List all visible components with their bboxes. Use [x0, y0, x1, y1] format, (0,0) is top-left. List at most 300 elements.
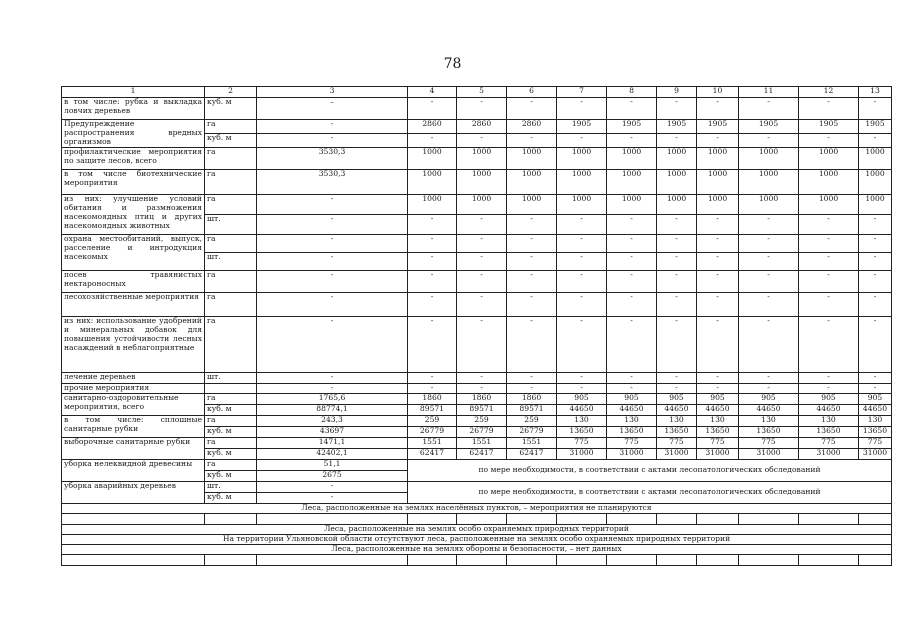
- value-cell: 905: [859, 393, 892, 404]
- value-cell: 89571: [457, 404, 507, 415]
- value-cell: 13650: [657, 426, 697, 437]
- value-cell: 1905: [657, 120, 697, 134]
- unit-cell: га: [205, 169, 257, 194]
- value-cell: -: [507, 98, 557, 120]
- value-cell: 13650: [607, 426, 657, 437]
- value-cell: 44650: [739, 404, 799, 415]
- value-cell: -: [257, 133, 408, 147]
- value-cell: -: [557, 252, 607, 270]
- empty-cell: [739, 554, 799, 565]
- header-cell: 12: [799, 87, 859, 98]
- measures-table: [61, 86, 892, 566]
- value-cell: 1000: [739, 147, 799, 169]
- value-cell: 1000: [859, 194, 892, 214]
- value-cell: 62417: [408, 448, 457, 459]
- value-cell: 1000: [557, 169, 607, 194]
- value-cell: 905: [607, 393, 657, 404]
- empty-cell: [62, 554, 205, 565]
- empty-cell: [408, 513, 457, 524]
- table-row: [62, 120, 892, 134]
- row-name: санитарно-оздоровительные мероприятия, всего: [62, 393, 205, 415]
- unit-cell: куб. м: [205, 492, 257, 503]
- row-name: в том числе биотехнические мероприятия: [62, 169, 205, 194]
- section-text: Леса, расположенные на землях особо охраняемых природных территорий: [62, 524, 892, 534]
- value-cell: 42402,1: [257, 448, 408, 459]
- unit-cell: куб. м: [205, 133, 257, 147]
- value-cell: -: [859, 316, 892, 372]
- row-name: из них: улучшение условий обитания и размножения насекомоядных птиц и других насекомоядных животных: [62, 194, 205, 234]
- table-row: [62, 234, 892, 252]
- value-cell: -: [557, 234, 607, 252]
- value-cell: -: [257, 292, 408, 316]
- value-cell: 1000: [697, 147, 739, 169]
- value-cell: –: [257, 98, 408, 120]
- value-cell: -: [557, 133, 607, 147]
- empty-row: [62, 513, 892, 524]
- value-cell: -: [607, 316, 657, 372]
- value-cell: -: [257, 120, 408, 134]
- value-cell: 26779: [457, 426, 507, 437]
- unit-cell: га: [205, 194, 257, 214]
- value-cell: -: [697, 316, 739, 372]
- header-cell: 9: [657, 87, 697, 98]
- value-cell: -: [799, 133, 859, 147]
- table-row: [62, 415, 892, 426]
- value-cell: 1000: [739, 194, 799, 214]
- value-cell: -: [657, 270, 697, 292]
- value-cell: -: [408, 234, 457, 252]
- value-cell: 1765,6: [257, 393, 408, 404]
- value-cell: 1000: [507, 147, 557, 169]
- value-cell: -: [607, 214, 657, 234]
- value-cell: 775: [657, 437, 697, 448]
- value-cell: -: [507, 234, 557, 252]
- value-cell: 44650: [859, 404, 892, 415]
- value-cell: -: [507, 270, 557, 292]
- table-row: [62, 481, 892, 492]
- value-cell: 1905: [557, 120, 607, 134]
- value-cell: -: [739, 214, 799, 234]
- value-cell: 13650: [739, 426, 799, 437]
- unit-cell: шт.: [205, 481, 257, 492]
- empty-cell: [799, 513, 859, 524]
- value-cell: -: [739, 252, 799, 270]
- value-cell: -: [607, 372, 657, 383]
- value-cell: 26779: [408, 426, 457, 437]
- unit-cell: [205, 383, 257, 393]
- value-cell: 1551: [408, 437, 457, 448]
- value-cell: 130: [657, 415, 697, 426]
- empty-cell: [507, 554, 557, 565]
- row-name: охрана местообитаний, выпуск, расселение и интродукция насекомых: [62, 234, 205, 270]
- value-cell: 44650: [607, 404, 657, 415]
- table-row: [62, 437, 892, 448]
- value-cell: 1000: [457, 169, 507, 194]
- empty-cell: [457, 554, 507, 565]
- value-cell: 1000: [607, 169, 657, 194]
- value-cell: -: [799, 270, 859, 292]
- empty-cell: [257, 513, 408, 524]
- value-cell: 1000: [799, 147, 859, 169]
- value-cell: 44650: [697, 404, 739, 415]
- value-cell: -: [657, 316, 697, 372]
- value-cell: -: [457, 292, 507, 316]
- note-cell: по мере необходимости, в соответствии с актами лесопатологических обследований: [408, 481, 892, 503]
- unit-cell: га: [205, 120, 257, 134]
- value-cell: 31000: [799, 448, 859, 459]
- value-cell: 1000: [507, 169, 557, 194]
- row-name: выборочные санитарные рубки: [62, 437, 205, 459]
- value-cell: 259: [457, 415, 507, 426]
- value-cell: 130: [557, 415, 607, 426]
- value-cell: -: [557, 214, 607, 234]
- unit-cell: куб. м: [205, 98, 257, 120]
- value-cell: 1905: [859, 120, 892, 134]
- value-cell: 3530,3: [257, 169, 408, 194]
- value-cell: 775: [739, 437, 799, 448]
- value-cell: 31000: [739, 448, 799, 459]
- value-cell: 1471,1: [257, 437, 408, 448]
- value-cell: 13650: [557, 426, 607, 437]
- table-row: [62, 194, 892, 214]
- value-cell: -: [859, 214, 892, 234]
- value-cell: -: [408, 214, 457, 234]
- section-row: [62, 524, 892, 534]
- value-cell: 1000: [408, 194, 457, 214]
- value-cell: -: [257, 234, 408, 252]
- value-cell: -: [607, 98, 657, 120]
- section-row: [62, 544, 892, 554]
- value-cell: 1860: [408, 393, 457, 404]
- value-cell: 44650: [557, 404, 607, 415]
- value-cell: -: [257, 270, 408, 292]
- value-cell: -: [657, 234, 697, 252]
- value-cell: 26779: [507, 426, 557, 437]
- table-row: [62, 316, 892, 372]
- value-cell: -: [739, 383, 799, 393]
- value-cell: -: [557, 98, 607, 120]
- value-cell: -: [859, 270, 892, 292]
- value-cell: -: [457, 234, 507, 252]
- value-cell: 1000: [859, 169, 892, 194]
- value-cell: 775: [557, 437, 607, 448]
- value-cell: -: [859, 383, 892, 393]
- value-cell: -: [257, 383, 408, 393]
- table-row: [62, 372, 892, 383]
- value-cell: -: [799, 234, 859, 252]
- value-cell: 31000: [657, 448, 697, 459]
- value-cell: -: [507, 292, 557, 316]
- empty-row: [62, 554, 892, 565]
- value-cell: -: [657, 383, 697, 393]
- row-name: прочие мероприятия: [62, 383, 205, 393]
- value-cell: 89571: [408, 404, 457, 415]
- empty-cell: [799, 554, 859, 565]
- empty-cell: [607, 554, 657, 565]
- value-cell: 31000: [607, 448, 657, 459]
- value-cell: -: [408, 98, 457, 120]
- value-cell: 1905: [799, 120, 859, 134]
- value-cell: -: [457, 98, 507, 120]
- value-cell: 62417: [507, 448, 557, 459]
- value-cell: 1000: [607, 147, 657, 169]
- empty-cell: [205, 513, 257, 524]
- value-cell: -: [408, 383, 457, 393]
- value-cell: -: [257, 252, 408, 270]
- value-cell: 1000: [657, 194, 697, 214]
- table-row: [62, 147, 892, 169]
- empty-cell: [697, 554, 739, 565]
- value-cell: 31000: [697, 448, 739, 459]
- unit-cell: шт.: [205, 252, 257, 270]
- empty-cell: [62, 513, 205, 524]
- value-cell: -: [697, 98, 739, 120]
- section-text: Леса, расположенные на землях обороны и безопасности, – нет данных: [62, 544, 892, 554]
- unit-cell: шт.: [205, 372, 257, 383]
- value-cell: -: [257, 214, 408, 234]
- row-name: уборка нелеквидной древесины: [62, 459, 205, 481]
- section-text: Леса, расположенные на землях населённых пунктов, – мероприятия не планируются: [62, 503, 892, 513]
- value-cell: -: [507, 372, 557, 383]
- header-cell: 7: [557, 87, 607, 98]
- value-cell: -: [408, 292, 457, 316]
- value-cell: 1000: [557, 194, 607, 214]
- value-cell: 1000: [507, 194, 557, 214]
- value-cell: -: [557, 270, 607, 292]
- value-cell: 775: [607, 437, 657, 448]
- value-cell: 2860: [507, 120, 557, 134]
- value-cell: -: [607, 252, 657, 270]
- value-cell: -: [408, 252, 457, 270]
- value-cell: 130: [799, 415, 859, 426]
- table-row: [62, 169, 892, 194]
- unit-cell: куб. м: [205, 426, 257, 437]
- value-cell: -: [657, 133, 697, 147]
- value-cell: -: [697, 252, 739, 270]
- value-cell: 775: [697, 437, 739, 448]
- value-cell: 1000: [697, 194, 739, 214]
- value-cell: -: [408, 372, 457, 383]
- empty-cell: [859, 554, 892, 565]
- value-cell: -: [859, 98, 892, 120]
- unit-cell: га: [205, 415, 257, 426]
- value-cell: 1000: [739, 169, 799, 194]
- value-cell: 13650: [859, 426, 892, 437]
- value-cell: -: [799, 214, 859, 234]
- empty-cell: [205, 554, 257, 565]
- value-cell: -: [607, 234, 657, 252]
- value-cell: 1000: [557, 147, 607, 169]
- value-cell: -: [697, 372, 739, 383]
- empty-cell: [457, 513, 507, 524]
- value-cell: -: [739, 133, 799, 147]
- empty-cell: [697, 513, 739, 524]
- value-cell: -: [557, 316, 607, 372]
- unit-cell: га: [205, 393, 257, 404]
- value-cell: -: [507, 316, 557, 372]
- unit-cell: га: [205, 459, 257, 470]
- value-cell: -: [607, 292, 657, 316]
- table-row: [62, 292, 892, 316]
- value-cell: 31000: [557, 448, 607, 459]
- unit-cell: куб. м: [205, 404, 257, 415]
- value-cell: -: [457, 252, 507, 270]
- value-cell: -: [859, 133, 892, 147]
- value-cell: 775: [799, 437, 859, 448]
- value-cell: -: [507, 252, 557, 270]
- row-name: Предупреждение распространения вредных организмов: [62, 120, 205, 148]
- value-cell: 1000: [657, 169, 697, 194]
- row-name: лесохозяйственные мероприятия: [62, 292, 205, 316]
- header-cell: 8: [607, 87, 657, 98]
- unit-cell: куб. м: [205, 470, 257, 481]
- value-cell: -: [799, 252, 859, 270]
- value-cell: -: [457, 270, 507, 292]
- value-cell: -: [739, 98, 799, 120]
- value-cell: 130: [859, 415, 892, 426]
- value-cell: 259: [507, 415, 557, 426]
- value-cell: -: [457, 214, 507, 234]
- value-cell: 1000: [697, 169, 739, 194]
- unit-cell: га: [205, 437, 257, 448]
- row-name: в том числе: сплошные санитарные рубки: [62, 415, 205, 437]
- unit-cell: га: [205, 316, 257, 372]
- empty-cell: [507, 513, 557, 524]
- value-cell: 1860: [507, 393, 557, 404]
- value-cell: 1000: [607, 194, 657, 214]
- value-cell: -: [697, 270, 739, 292]
- value-cell: -: [859, 252, 892, 270]
- value-cell: -: [739, 270, 799, 292]
- value-cell: 243,3: [257, 415, 408, 426]
- value-cell: -: [697, 133, 739, 147]
- value-cell: 2860: [457, 120, 507, 134]
- empty-cell: [657, 554, 697, 565]
- value-cell: 31000: [859, 448, 892, 459]
- section-row: [62, 534, 892, 544]
- row-name: профилактические мероприятия по защите лесов, всего: [62, 147, 205, 169]
- value-cell: 905: [557, 393, 607, 404]
- value-cell: 1000: [799, 194, 859, 214]
- value-cell: -: [607, 383, 657, 393]
- unit-cell: га: [205, 292, 257, 316]
- value-cell: -: [739, 292, 799, 316]
- value-cell: 130: [607, 415, 657, 426]
- value-cell: -: [507, 214, 557, 234]
- row-name: из них: использование удобрений и минеральных добавок для повышения устойчивости лесных насаждений в неблагоприятные: [62, 316, 205, 372]
- value-cell: 259: [408, 415, 457, 426]
- value-cell: 775: [859, 437, 892, 448]
- value-cell: -: [457, 316, 507, 372]
- value-cell: -: [557, 383, 607, 393]
- table-row: [62, 270, 892, 292]
- value-cell: 89571: [507, 404, 557, 415]
- section-row: [62, 503, 892, 513]
- note-cell: по мере необходимости, в соответствии с актами лесопатологических обследований: [408, 459, 892, 481]
- table-row: [62, 383, 892, 393]
- value-cell: 1000: [408, 147, 457, 169]
- empty-cell: [859, 513, 892, 524]
- unit-cell: га: [205, 147, 257, 169]
- value-cell: -: [507, 383, 557, 393]
- value-cell: 43697: [257, 426, 408, 437]
- value-cell: 13650: [697, 426, 739, 437]
- value-cell: -: [697, 383, 739, 393]
- value-cell: -: [607, 133, 657, 147]
- value-cell: -: [697, 234, 739, 252]
- value-cell: 905: [697, 393, 739, 404]
- value-cell: -: [657, 252, 697, 270]
- value-cell: 51,1: [257, 459, 408, 470]
- value-cell: -: [657, 292, 697, 316]
- value-cell: 44650: [657, 404, 697, 415]
- value-cell: -: [799, 372, 859, 383]
- value-cell: -: [799, 316, 859, 372]
- value-cell: 1551: [457, 437, 507, 448]
- header-cell: 10: [697, 87, 739, 98]
- header-row: [62, 87, 892, 98]
- value-cell: 1000: [408, 169, 457, 194]
- unit-cell: га: [205, 234, 257, 252]
- empty-cell: [739, 513, 799, 524]
- empty-cell: [607, 513, 657, 524]
- value-cell: 905: [739, 393, 799, 404]
- value-cell: 1551: [507, 437, 557, 448]
- table-row: [62, 98, 892, 120]
- value-cell: -: [697, 214, 739, 234]
- value-cell: -: [799, 98, 859, 120]
- value-cell: -: [657, 214, 697, 234]
- value-cell: 62417: [457, 448, 507, 459]
- value-cell: -: [257, 194, 408, 214]
- page-number: 78: [443, 56, 462, 72]
- empty-cell: [557, 513, 607, 524]
- value-cell: -: [739, 234, 799, 252]
- row-name: лечение деревьев: [62, 372, 205, 383]
- header-cell: 13: [859, 87, 892, 98]
- row-name: посев травянистых нектароносных: [62, 270, 205, 292]
- value-cell: 905: [799, 393, 859, 404]
- value-cell: -: [739, 372, 799, 383]
- value-cell: 1000: [799, 169, 859, 194]
- row-name: в том числе: рубка и выкладка ловчих деревьев: [62, 98, 205, 120]
- value-cell: 2860: [408, 120, 457, 134]
- value-cell: 1905: [739, 120, 799, 134]
- empty-cell: [557, 554, 607, 565]
- section-text: На территории Ульяновской области отсутствуют леса, расположенные на землях особо охраняемых природных территорий: [62, 534, 892, 544]
- value-cell: 1000: [457, 194, 507, 214]
- header-cell: 11: [739, 87, 799, 98]
- header-cell: 1: [62, 87, 205, 98]
- value-cell: -: [257, 316, 408, 372]
- value-cell: 1905: [607, 120, 657, 134]
- row-name: уборка аварийных деревьев: [62, 481, 205, 503]
- value-cell: -: [257, 372, 408, 383]
- value-cell: -: [799, 292, 859, 316]
- header-cell: 5: [457, 87, 507, 98]
- value-cell: -: [859, 292, 892, 316]
- value-cell: 1000: [859, 147, 892, 169]
- value-cell: -: [657, 98, 697, 120]
- value-cell: 44650: [799, 404, 859, 415]
- value-cell: -: [507, 133, 557, 147]
- header-cell: 3: [257, 87, 408, 98]
- value-cell: -: [859, 234, 892, 252]
- value-cell: 2675: [257, 470, 408, 481]
- value-cell: -: [799, 383, 859, 393]
- value-cell: -: [457, 372, 507, 383]
- value-cell: -: [257, 492, 408, 503]
